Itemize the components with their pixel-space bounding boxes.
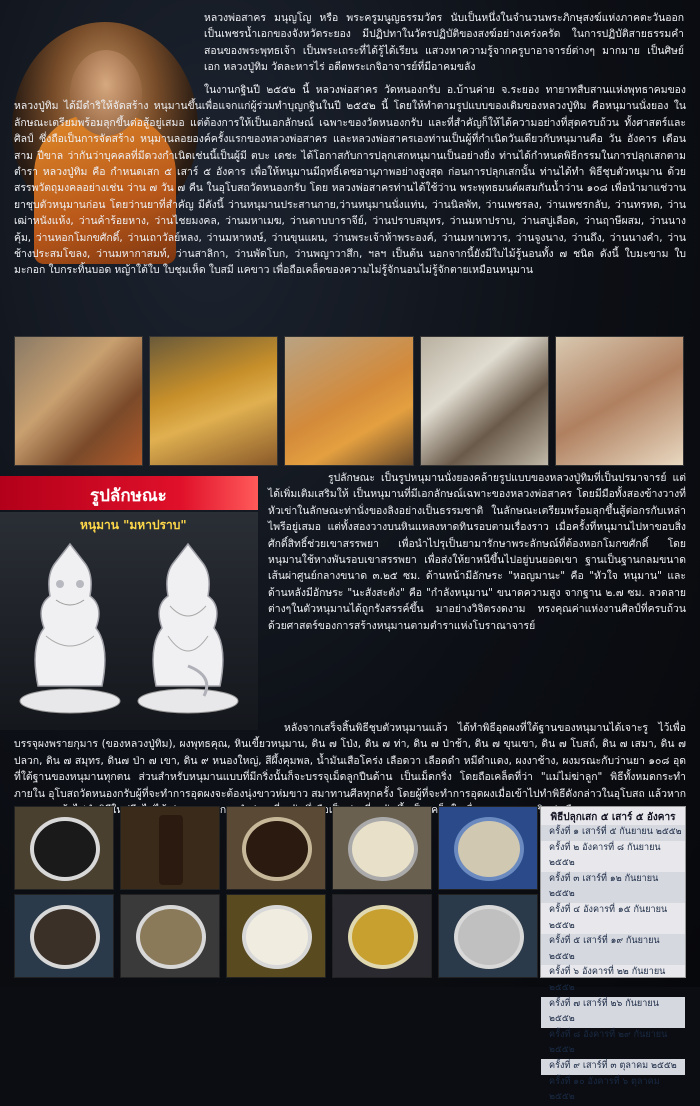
ingredient-photo-7 [120, 894, 220, 978]
intro-paragraph: หลวงพ่อสาคร มนุญโญ หรือ พระครูมนูญธรรมวัตร นับเป็นหนึ่งในจำนวนพระภิกษุสงฆ์แห่งภาคตะวันออก เป็นเพชรน้ำเอกของจังหวัดระยอง มีปฏิปทาในวัตรปฏิบัติของสงฆ์อย่างเคร่งครัด ในการปฏิบัติสายธรรมคำสอนของพระพุทธเจ้า เป็นพระเถระที่ได้รู้ได้เรียน แสวงหาความรู้จากครูบาอาจารย์ต่างๆ มากมาย เป็นศิษย์เอก หลวงปู่ทิม วัดละหารไร่ อดีตพระเกจิอาจารย์ที่มีอาคมขลัง [204, 12, 684, 74]
ceremony-photo-3 [284, 336, 413, 466]
ceremony-photo-2 [149, 336, 278, 466]
hanuman-statue-back [134, 536, 242, 714]
history-paragraph: ในงานกฐินปี ๒๕๕๒ นี้ หลวงพ่อสาคร วัดหนองกรับ อ.บ้านค่าย จ.ระยอง ทายาทสืบสานแห่งพุทธาคมของหลวงปู่ทิม ได้มีดำริให้จัดสร้าง หนุมานขึ้นเพื่อแจกแก่ผู้ร่วมทำบุญกฐินในปี ๒๕๕๒ นี้ โดยให้ทำตามรูปแบบของเดิมของหลวงปู่ทิม คือหนุมานนั่งยอง ในลักษณะเตรียมพร้อมลุกขึ้นต่อสู้อยู่เสมอ แต่ต้องการให้เป็นเอกลักษณ์ เฉพาะของวัดหนองกรับ และที่สำคัญก็ให้ได้ความอย่างที่สุดครบถ้วน ทั้งศาสตร์และศิลป์ ซึ่งถือเป็นการจัดสร้าง หนุมานลอยองค์ครั้งแรกของหลวงพ่อสาคร และหลวงพ่อสาครเองท่านเป็นผู้ที่กำเนิดวันเดียวกับหนุมานคือ วัน อังคาร เดือนสาม ปีขาล ว่ากันว่าบุคคลที่มีดวงกำเนิดเช่นนี้เป็นผู้มี ตบะ เดชะ ได้โอกาสกับการปลุกเสกหนุมานเป็นอย่างยิ่ง ท่านได้กำหนดพิธีกรรมในการปลุกเสกตามตำรา หลวงปู่ทิม คือ กำหนดเสก ๕ เสาร์ ๕ อังคาร เพื่อให้หนุมานมีฤทธิ์เดชอานุภาพอย่างสูงสุด ก่อนการปลุกเสกนั้น ท่านได้ทำ พิธีชุบตัวหนุมาน ด้วยสรรพวัตถุมงคลอย่างเช่น ว่าน ๗ วัน ๗ คืน ในอุโบสถวัดหนองกรับ โดย หลวงพ่อสาครท่านได้ใช้ว่าน พระพุทธมนต์ผสมกันน้ำว่าน ๑๐๘ เพื่อนำมาแช่วานยาชุบตัวหนุมานก่อน โดยว่านยาที่สำคัญ มีดังนี้ ว่านหนุมานประสานกาย,ว่านหนุมานนั่งแท่น, ว่านนิลพัท, ว่านเพชรลง, ว่านเพชรกลับ, ว่านทรหด, ว่านเฒ่าหนังแห้ง, ว่านค้าร้อยหาง, ว่านไชยมงคล, ว่านมหาเมฆ, ว่านตาบบาราจีย์, ว่านปราบสมุทร, ว่านมหาปราบ, ว่านสบู่เลือด, ว่านฤาษีผสม, ว่านนางคุ้ม, ว่านหอกโมกขศักดิ์, ว่านเถาวัลย์หลง, ว่านมหาหงษ์, ว่านขุนแผน, ว่านพระเจ้าห้าพระองค์, ว่านมหาเทวาร, ว่านจูงนาง, ว่านถึง, ว่านนางคำ, ว่านช้างประสมโขลง, ว่านมหากาสมท์, ว่านสาลิกา, ว่านพัดโบก, ว่านพญาวาสึก, ฯลฯ เป็นต้น นอกจากนี้ยังมีใบไม้รู้นอนทั้ง ๗ ชนิด ดังนี้ ใบมะขาม ใบมะกอก ใบกระทิ้นบอด หญ้าใต้ใบ ใบชุมเห็ด ใบสมี แคขาว เพื่อถือเคล็ดของความไม่รู้จักนอนไม่รู้จักตายเหมือนหนุมาน [14, 84, 686, 277]
ingredient-photo-8 [226, 894, 326, 978]
ingredient-photo-1 [14, 806, 114, 890]
ingredient-photo-10 [438, 894, 538, 978]
schedule-row: ครั้งที่ ๔ อังคารที่ ๑๕ กันยายน ๒๕๕๒ [549, 904, 668, 931]
ingredient-photo-2 [120, 806, 220, 890]
consecration-paragraph: หลังจากเสร็จสิ้นพิธีชุบตัวหนุมานแล้ว ได้ทำพิธีอุดผงที่ใต้ฐานของหนุมานได้เจาะรู ไว้เพื่อบรรจุผงพรายกุมาร (ของหลวงปู่ทิม), ผงพุทธคุณ, หินเขี้ยวหนุมาน, ดิน ๗ โป่ง, ดิน ๗ ท่า, ดิน ๗ ป่าช้า, ดิน ๗ ขุนเขา, ดิน ๗ โบสถ์, ดิน ๗ เสมา, ดิน ๗ ปลวก, ดิน ๗ สมุทร, ดิน๗ ป่า ๗ เขา, ดิน ๙ หนองใหญ่, สีผึ้งคุมพล, น้ำมันเสือโคร่ง เลือดวา เลือดดำ หมีดำแดง, ผงงาช้าง, ผงมรณะกับว่านยา ๑๐๘ อุดที่ใต้ฐานของหนุมานทุกตน ส่วนสำหรับหนุมานแบบที่มีกริ่งนั้นก็จะบรรจุเม็ดลูกปืนด้าน เป็นเม็ดกริ่ง โดยถือเคล็ดที่ว่า "แม่ไม่ฆ่าลูก" พิธีทั้งหมดกระทำภายใน อุโบสถวัดหนองกรับผู้ที่จะทำการอุดผงจะต้องนุ่งขาวห่มขาว สมาทานศีลทุกครั้ง โดยผู้ที่จะทำการอุดผงเมื่อเข้าไปทำพิธีดังกล่าวในอุโบสถ แล้วหาก าไปทำพิธีใหม่อีกไม่ได้ [14, 722, 686, 817]
ingredient-photos [14, 806, 538, 980]
schedule-row: ครั้งที่ ๑๐ อังคารที่ ๖ ตุลาคม ๒๕๕๒ [549, 1076, 660, 1103]
ceremony-photos [14, 336, 684, 466]
ingredient-photo-6 [14, 894, 114, 978]
schedule-title: พิธีปลุกเสก ๕ เสาร์ ๕ อังคาร [550, 812, 676, 823]
schedule-row: ครั้งที่ ๘ อังคารที่ ๒๙ กันยายน ๒๕๕๒ [549, 1029, 668, 1056]
schedule-row: ครั้งที่ ๕ เสาร์ที่ ๑๙ กันยายน ๒๕๕๒ [541, 934, 685, 965]
statue-title: หนุมาน "มหาปราบ" [80, 518, 187, 532]
schedule-rows [541, 825, 685, 1106]
section-heading-bar [0, 476, 258, 510]
schedule-row: ครั้งที่ ๒ อังคารที่ ๘ กันยายน ๒๕๕๒ [549, 842, 661, 869]
appearance-paragraph: รูปลักษณะ เป็นรูปหนุมานนั่งยองคล้ายรูปแบบของหลวงปู่ทิมที่เป็นปรมาจารย์ แต่ได้เพิ่มเติมเสริมให้ เป็นหนุมานที่มีเอกลักษณ์เฉพาะของหลวงพ่อสาคร โดยมีมือทั้งสองข้างวางที่หัวเข่าในลักษณะท่านั่งของลิงอย่างเป็นธรรมชาติ ในลักษณะเตรียมพร้อมลุกขึ้นสู้ต่อกรกับเหล่าไพรีอยู่เสมอ แต่ทั้งสองวางบนหินแหลงหาดทินรอบตามเรื่องราว เมื่อครั้งที่หนุมานไปหาขอบสิ่งศักดิ์สิทธิ์ช่วยเขาสรรพยา เพื่อนำไปรุเป็นยามารักษาพระลักษณ์ที่ต้องหอกโมกขศักดิ์ โดยหนุมานใช้หางพันรอบเขาสรรพยา เพื่อส่งให้ยาหนีขึ้นไปอยู่บนยอดเขา ฐานเป็นฐานกลมขนาดเส้นผ่าศูนย์กลางขนาด ๓.๒๕ ซม. ด้านหน้ามีอักษระ "หอญมานะ" คือ "หัวใจ หนุมาน" และด้านหลังมีอักษระ "นะสังสะตัง" คือ "กำลังหนุมาน" ขนาดความสูง จากฐาน ๒.๗ ซม. ลวดลายต่างๆในตัวหนุมานได้ถูกรังสรรค์ขึ้น มาอย่างวิจิตรงดงาม ทรงคุณค่าแห่งงานศิลป์ที่ครบถ้วนด้วยศาสตร์ของการสร้างหนุมานตามตำราแห่งโบราณาจารย์ [268, 472, 686, 632]
schedule-row: ครั้งที่ ๗ เสาร์ที่ ๒๖ กันยายน ๒๕๕๒ [541, 997, 685, 1028]
ceremony-photo-4 [420, 336, 549, 466]
ingredient-photo-9 [332, 894, 432, 978]
hanuman-statue-front [16, 536, 124, 714]
ingredient-photo-4 [332, 806, 432, 890]
schedule-row: ครั้งที่ ๓ เสาร์ที่ ๑๒ กันยายน ๒๕๕๒ [541, 872, 685, 903]
schedule-row: ครั้งที่ ๑ เสาร์ที่ ๕ กันยายน ๒๕๕๒ [541, 825, 685, 841]
ceremony-photo-5 [555, 336, 684, 466]
ceremony-photo-1 [14, 336, 143, 466]
ingredient-photo-3 [226, 806, 326, 890]
schedule-row: ครั้งที่ ๙ เสาร์ที่ ๓ ตุลาคม ๒๕๕๒ [541, 1059, 685, 1075]
ingredient-photo-5 [438, 806, 538, 890]
schedule-row: ครั้งที่ ๖ อังคารที่ ๒๒ กันยายน ๒๕๕๒ [549, 967, 666, 993]
hanuman-illustration [0, 512, 258, 730]
section-heading: รูปลักษณะ [90, 486, 167, 506]
consecration-schedule [540, 806, 686, 1103]
